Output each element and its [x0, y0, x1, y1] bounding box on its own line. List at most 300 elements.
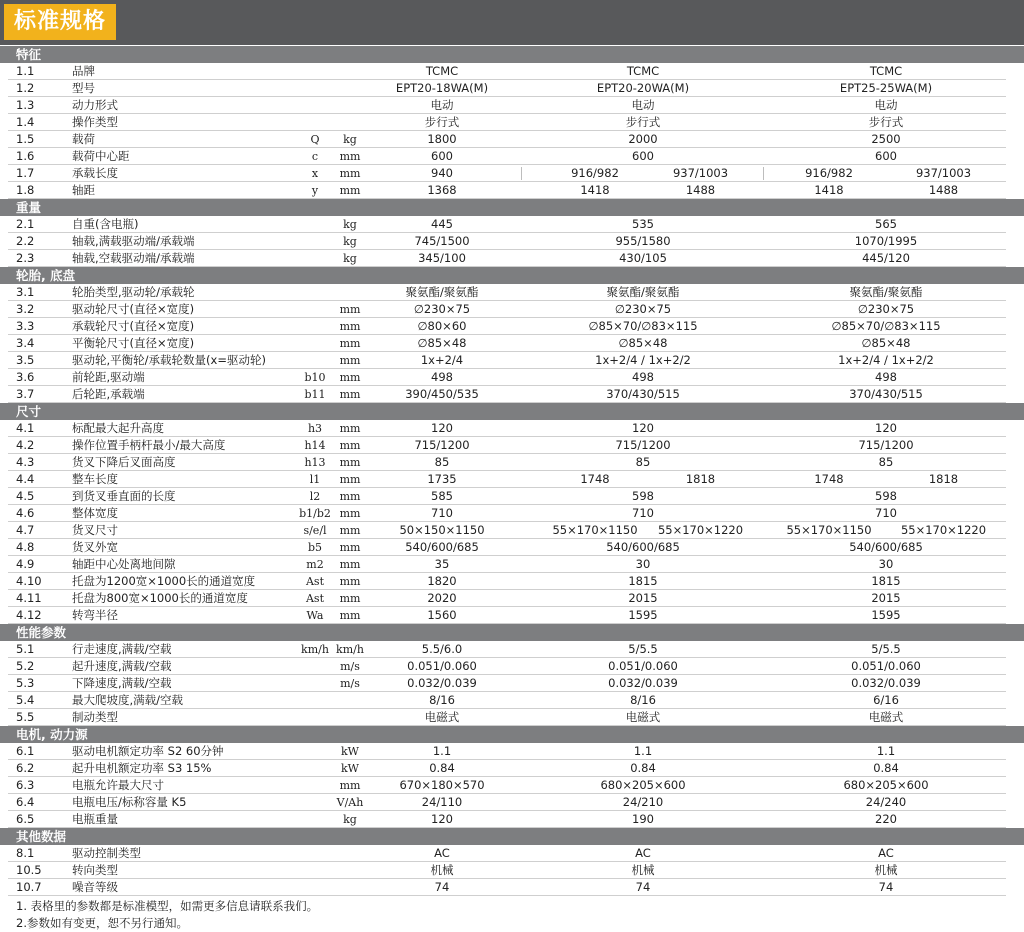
value-model-3: 220 [875, 812, 897, 826]
unit: km/h [336, 643, 364, 656]
symbol: h13 [304, 456, 326, 469]
value-model-3: 1070/1995 [854, 234, 918, 248]
value-model-2-a: 1418 [580, 183, 610, 197]
value-model-1: 机械 [430, 863, 454, 877]
value-model-1: 120 [431, 812, 453, 826]
table-row [0, 573, 1024, 590]
row-number: 1.3 [16, 98, 35, 112]
table-row [0, 556, 1024, 573]
value-model-1: 1735 [427, 472, 457, 486]
value-model-1: 600 [431, 149, 453, 163]
value-model-1: 74 [434, 880, 450, 894]
symbol: Ast [305, 575, 324, 588]
table-row [0, 352, 1024, 369]
table-row [0, 862, 1024, 879]
unit: mm [339, 609, 361, 622]
table-row [0, 471, 1024, 488]
table-row [0, 335, 1024, 352]
value-model-1: 0.84 [429, 761, 455, 775]
value-model-2: 机械 [631, 863, 655, 877]
feature-label: 托盘为1200宽×1000长的通道宽度 [72, 574, 256, 588]
row-number: 1.7 [16, 166, 35, 180]
feature-label: 轴载,空载驱动端/承载端 [72, 251, 195, 265]
value-model-1: EPT20-18WA(M) [395, 81, 489, 95]
unit: mm [339, 490, 361, 503]
row-number: 4.3 [16, 455, 35, 469]
value-model-1: 1x+2/4 [420, 353, 464, 367]
feature-label: 整体宽度 [72, 506, 118, 520]
row-number: 6.3 [16, 778, 35, 792]
table-row [0, 777, 1024, 794]
table-row [0, 658, 1024, 675]
table-row [0, 165, 1024, 182]
feature-label: 制动类型 [72, 710, 118, 724]
unit: kg [343, 252, 357, 265]
unit: m/s [340, 660, 360, 673]
unit: mm [339, 354, 361, 367]
unit: mm [339, 439, 361, 452]
feature-label: 到货叉垂直面的长度 [72, 489, 176, 503]
symbol: b1/b2 [299, 507, 331, 520]
table-row [0, 590, 1024, 607]
value-model-2-a: 1748 [580, 472, 610, 486]
table-row [0, 641, 1024, 658]
row-number: 3.3 [16, 319, 35, 333]
unit: mm [339, 320, 361, 333]
value-model-3: ∅85×48 [861, 336, 911, 350]
feature-label: 货叉外宽 [72, 540, 118, 554]
section-header: 电机, 动力源 [0, 726, 1024, 743]
unit: mm [339, 592, 361, 605]
feature-label: 标配最大起升高度 [72, 421, 164, 435]
value-model-2: 0.051/0.060 [608, 659, 678, 673]
feature-label: 起升电机额定功率 S3 15% [72, 761, 212, 775]
unit: V/Ah [336, 796, 364, 809]
value-model-3: 0.032/0.039 [851, 676, 921, 690]
feature-label: 承载轮尺寸(直径×宽度) [72, 319, 195, 333]
row-number: 6.4 [16, 795, 35, 809]
feature-label: 转向类型 [72, 863, 118, 877]
value-model-2: 190 [632, 812, 654, 826]
table-row [0, 743, 1024, 760]
value-model-3-a: 1418 [814, 183, 844, 197]
feature-label: 驱动轮尺寸(直径×宽度) [72, 302, 195, 316]
value-model-1: 940 [431, 166, 453, 180]
symbol: b5 [307, 541, 323, 554]
row-number: 6.1 [16, 744, 35, 758]
value-model-1: 445 [431, 217, 453, 231]
spec-table [0, 46, 1024, 896]
symbol: s/e/l [303, 524, 327, 537]
value-model-2: 955/1580 [615, 234, 671, 248]
table-row [0, 250, 1024, 267]
symbol: l1 [309, 473, 321, 486]
symbol: c [311, 150, 319, 163]
table-row [0, 454, 1024, 471]
value-model-2: 1.1 [633, 744, 653, 758]
unit: mm [339, 575, 361, 588]
row-number: 4.8 [16, 540, 35, 554]
feature-label: 电瓶电压/标称容量 K5 [72, 795, 187, 809]
feature-label: 轮胎类型,驱动轮/承载轮 [72, 285, 195, 299]
table-row [0, 386, 1024, 403]
section-header: 性能参数 [0, 624, 1024, 641]
feature-label: 驱动轮,平衡轮/承载轮数量(x=驱动轮) [72, 353, 266, 367]
value-model-2-a: 55×170×1150 [552, 523, 638, 537]
feature-label: 后轮距,承载端 [72, 387, 145, 401]
value-model-1: 聚氨酯/聚氨酯 [405, 285, 479, 299]
value-model-2: 600 [632, 149, 654, 163]
value-model-1: 540/600/685 [405, 540, 479, 554]
value-model-2: 24/210 [622, 795, 664, 809]
row-number: 4.9 [16, 557, 35, 571]
table-row [0, 794, 1024, 811]
unit: kW [341, 762, 359, 775]
unit: mm [339, 371, 361, 384]
value-model-3: 1595 [871, 608, 901, 622]
unit: mm [339, 558, 361, 571]
value-model-3-a: 1748 [814, 472, 844, 486]
row-number: 5.3 [16, 676, 35, 690]
value-model-1: 345/100 [418, 251, 466, 265]
row-number: 4.1 [16, 421, 35, 435]
row-number: 1.2 [16, 81, 35, 95]
value-model-1: 电动 [430, 98, 454, 112]
header-banner [0, 0, 1024, 45]
row-number: 4.7 [16, 523, 35, 537]
value-model-1: 1800 [427, 132, 457, 146]
table-row [0, 284, 1024, 301]
value-model-2: 1815 [628, 574, 658, 588]
value-model-3: 聚氨酯/聚氨酯 [849, 285, 923, 299]
value-model-3: 85 [878, 455, 894, 469]
table-row [0, 420, 1024, 437]
value-model-2: 步行式 [625, 115, 661, 129]
feature-label: 自重(含电瓶) [72, 217, 139, 231]
unit: mm [339, 303, 361, 316]
value-model-1: 1820 [427, 574, 457, 588]
value-model-3: 步行式 [868, 115, 904, 129]
footnote-2: 2.参数如有变更，恕不另行通知。 [16, 916, 188, 930]
value-model-1: 390/450/535 [405, 387, 479, 401]
feature-label: 下降速度,满载/空载 [72, 676, 172, 690]
feature-label: 整车长度 [72, 472, 118, 486]
value-model-3: 电磁式 [868, 710, 904, 724]
value-model-2: 370/430/515 [606, 387, 680, 401]
value-model-3: TCMC [869, 64, 903, 78]
value-model-1: 2020 [427, 591, 457, 605]
value-model-3: 2015 [871, 591, 901, 605]
unit: mm [339, 456, 361, 469]
table-row [0, 539, 1024, 556]
table-row [0, 114, 1024, 131]
value-model-1: 1.1 [432, 744, 452, 758]
value-model-3: 1815 [871, 574, 901, 588]
row-number: 1.8 [16, 183, 35, 197]
symbol: h3 [307, 422, 323, 435]
value-model-3-a: 916/982 [805, 166, 853, 180]
unit: kg [343, 235, 357, 248]
table-row [0, 63, 1024, 80]
symbol: y [311, 184, 319, 197]
value-model-3: 498 [875, 370, 897, 384]
value-model-2: 430/105 [619, 251, 667, 265]
value-model-3: 715/1200 [858, 438, 914, 452]
value-model-3: 1x+2/4 / 1x+2/2 [838, 353, 934, 367]
row-number: 5.1 [16, 642, 35, 656]
value-model-1: 8/16 [429, 693, 455, 707]
unit: m/s [340, 677, 360, 690]
symbol: km/h [301, 643, 329, 656]
table-row [0, 369, 1024, 386]
row-number: 3.2 [16, 302, 35, 316]
feature-label: 最大爬坡度,满载/空载 [72, 693, 184, 707]
table-row [0, 811, 1024, 828]
value-model-1: ∅230×75 [413, 302, 471, 316]
value-model-3: 598 [875, 489, 897, 503]
symbol: b11 [304, 388, 326, 401]
value-model-3-b: 1488 [928, 183, 959, 197]
row-number: 4.6 [16, 506, 35, 520]
value-model-3: 1.1 [876, 744, 896, 758]
table-row [0, 675, 1024, 692]
unit: mm [339, 541, 361, 554]
value-model-3: 600 [875, 149, 897, 163]
value-model-1: 5.5/6.0 [421, 642, 463, 656]
value-model-3: AC [878, 846, 894, 860]
value-model-1: 745/1500 [414, 234, 470, 248]
feature-label: 操作位置手柄杆最小/最大高度 [72, 438, 226, 452]
unit: mm [339, 337, 361, 350]
value-model-3: 445/120 [862, 251, 910, 265]
row-number: 4.4 [16, 472, 35, 486]
unit: mm [339, 184, 361, 197]
value-model-1: 1368 [427, 183, 457, 197]
value-model-2: 710 [632, 506, 654, 520]
value-model-2: 680×205×600 [600, 778, 686, 792]
value-model-1: ∅85×48 [417, 336, 467, 350]
row-number: 5.2 [16, 659, 35, 673]
symbol: l2 [309, 490, 321, 503]
value-model-2: EPT20-20WA(M) [596, 81, 690, 95]
table-row [0, 845, 1024, 862]
table-row [0, 607, 1024, 624]
unit: mm [339, 507, 361, 520]
table-row [0, 692, 1024, 709]
symbol: h14 [304, 439, 326, 452]
value-model-2: 715/1200 [615, 438, 671, 452]
feature-label: 轴距中心处离地间隙 [72, 557, 176, 571]
value-model-3: 680×205×600 [843, 778, 929, 792]
feature-label: 驱动电机额定功率 S2 60分钟 [72, 744, 224, 758]
footnote-1: 1. 表格里的参数都是标准模型，如需更多信息请联系我们。 [16, 899, 319, 913]
row-number: 10.5 [16, 863, 42, 877]
value-model-2: 535 [632, 217, 654, 231]
table-row [0, 522, 1024, 539]
value-model-2: 电动 [631, 98, 655, 112]
value-model-2: 1595 [628, 608, 658, 622]
row-number: 4.10 [16, 574, 42, 588]
row-number: 2.2 [16, 234, 35, 248]
feature-label: 电瓶重量 [72, 812, 118, 826]
value-model-2: 540/600/685 [606, 540, 680, 554]
section-header: 轮胎, 底盘 [0, 267, 1024, 284]
table-row [0, 97, 1024, 114]
row-number: 3.5 [16, 353, 35, 367]
row-number: 2.3 [16, 251, 35, 265]
feature-label: 动力形式 [72, 98, 118, 112]
value-model-1: AC [434, 846, 450, 860]
table-row [0, 182, 1024, 199]
value-model-3: ∅230×75 [857, 302, 915, 316]
feature-label: 托盘为800宽×1000长的通道宽度 [72, 591, 248, 605]
value-model-3: 0.051/0.060 [851, 659, 921, 673]
value-model-3: 30 [878, 557, 894, 571]
value-model-2: 598 [632, 489, 654, 503]
table-row [0, 488, 1024, 505]
value-model-2: 0.032/0.039 [608, 676, 678, 690]
row-number: 3.7 [16, 387, 35, 401]
value-model-2: ∅85×70/∅83×115 [588, 319, 698, 333]
table-row [0, 301, 1024, 318]
symbol: Q [310, 133, 320, 146]
value-model-1: 715/1200 [414, 438, 470, 452]
value-model-1: 50×150×1150 [399, 523, 485, 537]
row-number: 4.5 [16, 489, 35, 503]
row-number: 1.4 [16, 115, 35, 129]
value-model-2-b: 937/1003 [672, 166, 729, 180]
section-header: 尺寸 [0, 403, 1024, 420]
value-model-3: EPT25-25WA(M) [839, 81, 933, 95]
value-model-3: 120 [875, 421, 897, 435]
value-model-1: 670×180×570 [399, 778, 485, 792]
feature-label: 型号 [72, 81, 95, 95]
feature-label: 起升速度,满载/空载 [72, 659, 172, 673]
value-model-3: 电动 [874, 98, 898, 112]
section-header: 特征 [0, 46, 1024, 63]
value-model-1: 步行式 [424, 115, 460, 129]
unit: kg [343, 133, 357, 146]
feature-label: 噪音等级 [72, 880, 118, 894]
feature-label: 载荷 [72, 132, 95, 146]
feature-label: 货叉下降后叉面高度 [72, 455, 176, 469]
value-model-1: 0.051/0.060 [407, 659, 477, 673]
value-model-2-b: 1488 [685, 183, 716, 197]
value-model-2: AC [635, 846, 651, 860]
value-model-2-b: 1818 [685, 472, 716, 486]
feature-label: 转弯半径 [72, 608, 118, 622]
value-model-3: 0.84 [873, 761, 899, 775]
feature-label: 驱动控制类型 [72, 846, 141, 860]
row-number: 5.4 [16, 693, 35, 707]
value-model-2: 2000 [628, 132, 658, 146]
value-model-2-b: 55×170×1220 [657, 523, 744, 537]
unit: mm [339, 779, 361, 792]
value-model-1: ∅80×60 [417, 319, 467, 333]
value-model-3-a: 55×170×1150 [786, 523, 872, 537]
value-model-3-b: 937/1003 [915, 166, 972, 180]
value-model-3: 24/240 [865, 795, 907, 809]
value-model-2: 74 [635, 880, 651, 894]
value-model-2: 120 [632, 421, 654, 435]
value-model-1: 120 [431, 421, 453, 435]
value-model-2: 5/5.5 [628, 642, 658, 656]
feature-label: 载荷中心距 [72, 149, 130, 163]
feature-label: 平衡轮尺寸(直径×宽度) [72, 336, 195, 350]
value-model-1: 0.032/0.039 [407, 676, 477, 690]
feature-label: 轴载,满载驱动端/承载端 [72, 234, 195, 248]
symbol: m2 [306, 558, 324, 571]
value-model-2: 2015 [628, 591, 658, 605]
unit: mm [339, 167, 361, 180]
row-number: 1.6 [16, 149, 35, 163]
page-title: 标准规格 [4, 4, 116, 40]
value-model-3: 5/5.5 [871, 642, 901, 656]
feature-label: 承载长度 [72, 166, 118, 180]
value-model-2: 8/16 [630, 693, 656, 707]
value-model-2-a: 916/982 [571, 166, 619, 180]
table-row [0, 216, 1024, 233]
table-row [0, 131, 1024, 148]
table-row [0, 233, 1024, 250]
value-model-1: 1560 [427, 608, 457, 622]
value-model-2: ∅85×48 [618, 336, 668, 350]
value-model-3: 540/600/685 [849, 540, 923, 554]
value-model-3: 74 [878, 880, 894, 894]
value-model-1: 35 [434, 557, 450, 571]
symbol: x [311, 167, 319, 180]
unit: mm [339, 150, 361, 163]
value-model-1: 585 [431, 489, 453, 503]
value-model-1: 85 [434, 455, 450, 469]
row-number: 4.2 [16, 438, 35, 452]
value-model-1: 710 [431, 506, 453, 520]
section-header: 重量 [0, 199, 1024, 216]
row-number: 8.1 [16, 846, 35, 860]
unit: kW [341, 745, 359, 758]
value-model-1: 电磁式 [424, 710, 460, 724]
unit: mm [339, 422, 361, 435]
value-model-3: 6/16 [873, 693, 899, 707]
feature-label: 轴距 [72, 183, 95, 197]
feature-label: 前轮距,驱动端 [72, 370, 145, 384]
table-row [0, 505, 1024, 522]
table-row [0, 879, 1024, 896]
value-model-3: 机械 [874, 863, 898, 877]
value-model-1: 498 [431, 370, 453, 384]
symbol: Ast [305, 592, 324, 605]
row-number: 4.11 [16, 591, 42, 605]
value-model-3: 370/430/515 [849, 387, 923, 401]
feature-label: 行走速度,满载/空载 [72, 642, 172, 656]
symbol: Wa [306, 609, 324, 622]
feature-label: 品牌 [72, 64, 95, 78]
unit: kg [343, 218, 357, 231]
row-number: 1.1 [16, 64, 35, 78]
table-row [0, 760, 1024, 777]
symbol: b10 [304, 371, 326, 384]
feature-label: 操作类型 [72, 115, 118, 129]
section-header: 其他数据 [0, 828, 1024, 845]
value-model-2: 498 [632, 370, 654, 384]
table-row [0, 709, 1024, 726]
value-model-2: TCMC [626, 64, 660, 78]
value-model-2: 30 [635, 557, 651, 571]
row-number: 6.2 [16, 761, 35, 775]
column-divider [763, 167, 764, 180]
value-model-3: 710 [875, 506, 897, 520]
unit: kg [343, 813, 357, 826]
